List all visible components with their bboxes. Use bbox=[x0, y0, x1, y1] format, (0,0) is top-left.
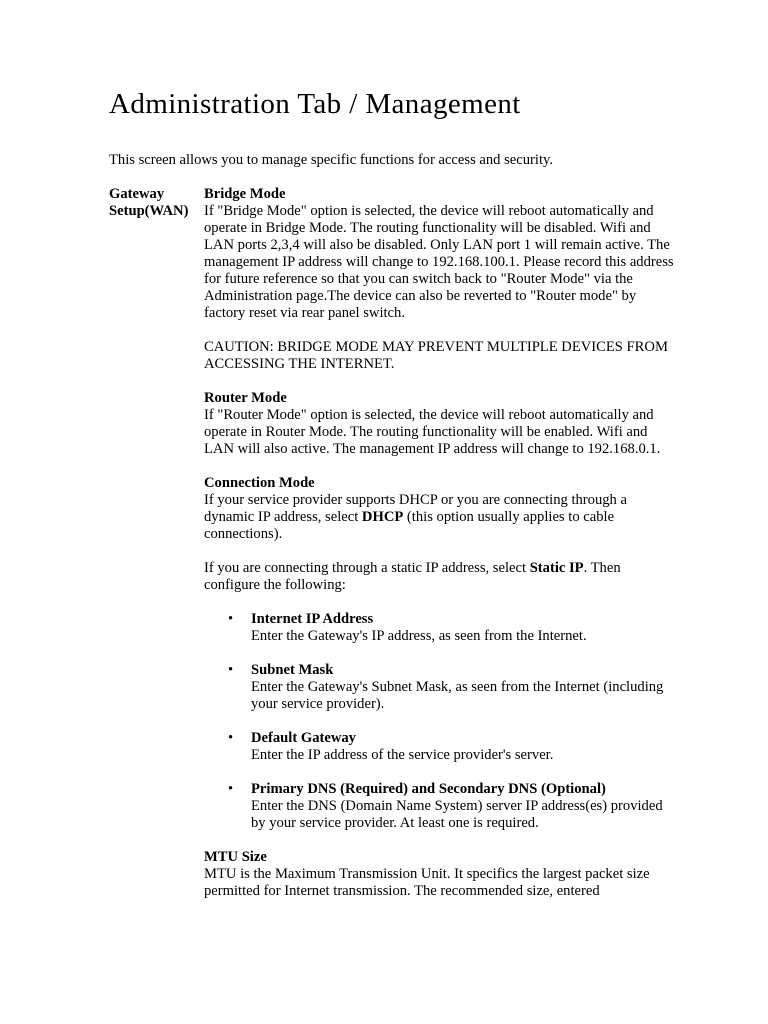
mtu-block bbox=[204, 849, 674, 900]
list-item bbox=[251, 781, 674, 832]
static-text-pre: If you are connecting through a static IP address, select bbox=[204, 560, 530, 576]
dhcp-text-post: (this option usually applies to cable connections). bbox=[204, 509, 615, 542]
list-item-label: • Default Gateway bbox=[251, 730, 356, 746]
intro-text: This screen allows you to manage specific functions for access and security. bbox=[109, 152, 554, 168]
list-item-desc: Enter the Gateway's IP address, as seen from the Internet. bbox=[251, 628, 587, 644]
list-item-desc: Enter the Gateway's Subnet Mask, as seen from the Internet (including your service provider). bbox=[251, 679, 664, 712]
router-mode-block bbox=[204, 390, 674, 458]
section-label-line2: Setup(WAN) bbox=[109, 203, 189, 219]
bridge-mode-heading: Bridge Mode bbox=[204, 186, 286, 202]
section-content bbox=[204, 186, 674, 917]
static-ip-paragraph bbox=[204, 560, 674, 594]
bridge-mode-body: If "Bridge Mode" option is selected, the device will reboot automatically and operate in Bridge Mode. The routing functionality will be disabled. Wifi and LAN ports 2,3,4 will also be disabled. Only LAN port 1 will remain active. The management IP address will change to 192.168.100.1. Please record this address for future reference so that you can switch back to "Router Mode" via the Administration page.The device can also be reverted to "Router mode" by factory reset via rear panel switch. bbox=[204, 203, 674, 321]
connection-mode-heading: Connection Mode bbox=[204, 475, 315, 491]
list-item-label: • Internet IP Address bbox=[251, 611, 374, 627]
section-label bbox=[109, 186, 188, 220]
router-mode-body: If "Router Mode" option is selected, the device will reboot automatically and operate in Router Mode. The routing functionality will be enabled. Wifi and LAN will also active. The management IP address will change to 192.168.0.1. bbox=[204, 407, 661, 457]
dhcp-term: DHCP bbox=[361, 509, 404, 525]
list-item bbox=[251, 730, 674, 764]
router-mode-heading: Router Mode bbox=[204, 390, 287, 406]
list-item-desc: Enter the DNS (Domain Name System) server IP address(es) provided by your service provider. At least one is required. bbox=[251, 798, 663, 831]
mtu-heading: MTU Size bbox=[204, 849, 267, 865]
list-item-desc: Enter the IP address of the service provider's server. bbox=[251, 747, 554, 763]
list-item-label: • Subnet Mask bbox=[251, 662, 334, 678]
page-title: Administration Tab / Management bbox=[109, 88, 521, 120]
section-label-line1: Gateway bbox=[109, 186, 165, 202]
list-item-label: • Primary DNS (Required) and Secondary DNS (Optional) bbox=[251, 781, 606, 797]
list-item bbox=[251, 662, 674, 713]
bridge-mode-block bbox=[204, 186, 674, 322]
static-ip-settings-list bbox=[204, 611, 674, 832]
dhcp-text-pre: If your service provider supports DHCP or you are connecting through a dynamic IP address, select bbox=[204, 492, 627, 525]
mtu-body: MTU is the Maximum Transmission Unit. It specifics the largest packet size permitted for Internet transmission. The recommended size, entered bbox=[204, 866, 650, 899]
static-ip-term: Static IP bbox=[529, 560, 584, 576]
static-text-post: . Then configure the following: bbox=[204, 560, 621, 593]
bridge-mode-caution: CAUTION: BRIDGE MODE MAY PREVENT MULTIPLE DEVICES FROM ACCESSING THE INTERNET. bbox=[204, 339, 668, 372]
list-item bbox=[251, 611, 674, 645]
connection-mode-block bbox=[204, 475, 674, 543]
